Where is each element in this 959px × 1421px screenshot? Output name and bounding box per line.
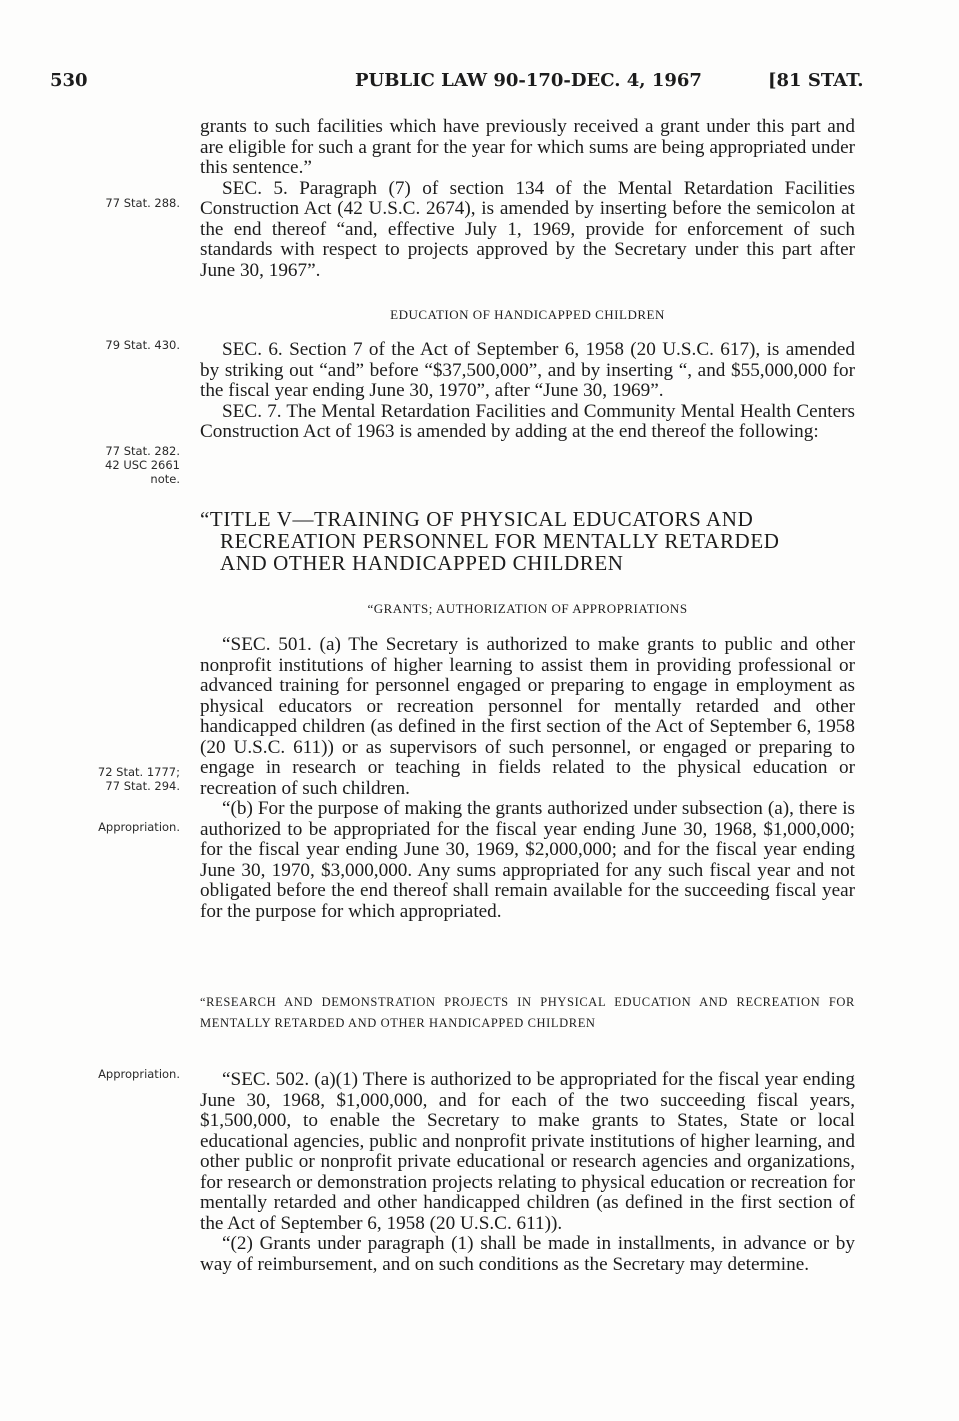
margin-note-block (40, 765, 180, 793)
statute-reference: [81 STAT. (768, 70, 864, 91)
margin-note-line: 72 Stat. 1777; (97, 765, 180, 779)
title-v-line: AND OTHER HANDICAPPED CHILDREN (220, 551, 624, 575)
heading-research: “RESEARCH AND DEMONSTRATION PROJECTS IN PHYSICAL EDUCATION AND RECREATION FOR MENTALLY RETARDED AND OTHER HANDICAPPED CHILDREN (200, 995, 855, 1030)
margin-note: 77 Stat. 288. (105, 196, 180, 210)
section-501-a: “SEC. 501. (a) The Secretary is authorized to make grants to public and other nonprofit institutions of higher learning to assist them in providing professional or advanced training for personnel engaged or preparing to engage in employment as physical educators or recreation personnel for mentally retarded and other handicapped children (as defined in the first section of the Act of September 6, 1958 (20 U.S.C. 611)) or as supervisors of such personnel, or engaged or preparing to engage in research or teaching in fields related to the physical education or recreation of such children. (200, 634, 855, 799)
heading-education: EDUCATION OF HANDICAPPED CHILDREN (390, 307, 665, 322)
margin-note-block (40, 444, 180, 486)
margin-note-line: 42 USC 2661 (105, 458, 180, 472)
title-v-line: “TITLE V—TRAINING OF PHYSICAL EDUCATORS AND (200, 507, 754, 531)
running-title: PUBLIC LAW 90-170-DEC. 4, 1967 (355, 70, 702, 91)
section-502-a1: “SEC. 502. (a)(1) There is authorized to be appropriated for the fiscal year ending June 30, 1968, $1,000,000, and for each of the two succeeding fiscal years, $1,500,000, to enable the Secretary to make grants to States, State or local educational agencies, public and nonprofit private institutions of higher learning, and other public or nonprofit private educational or research agencies and organizations, for research or demonstration projects relating to physical education or recreation for mentally retarded and other handicapped children (as defined in the first section of the Act of September 6, 1958 (20 U.S.C. 611)). (200, 1069, 855, 1234)
paragraph-continued: grants to such facilities which have previously received a grant under this part and are eligible for such a grant for the year for which sums are being appropriated under this sentence.” (200, 116, 855, 178)
text-block-top (200, 117, 855, 281)
section-7: SEC. 7. The Mental Retardation Facilities and Community Mental Health Centers Construction Act of 1963 is amended by adding at the end thereof the following: (200, 400, 855, 442)
title-v-line: RECREATION PERSONNEL FOR MENTALLY RETARDED (220, 529, 780, 553)
margin-note-line: note. (150, 472, 180, 486)
section-502-a2: “(2) Grants under paragraph (1) shall be made in installments, in advance or by way of reimbursement, and on such conditions as the Secretary may determine. (200, 1233, 855, 1275)
section-501-b: “(b) For the purpose of making the grants authorized under subsection (a), there is authorized to be appropriated for the fiscal year ending June 30, 1968, $1,000,000; for the fiscal year ending June 30, 1969, $2,000,000; and for the fiscal year ending June 30, 1970, $3,000,000. Any sums appropriated for any such fiscal year and not obligated before the end thereof shall remain available for the succeeding fiscal year for the purpose for which appropriated. (200, 798, 855, 922)
section-5: SEC. 5. Paragraph (7) of section 134 of the Mental Retardation Facilities Construction Act (42 U.S.C. 2674), is amended by inserting before the semicolon at the end thereof “and, effective July 1, 1969, provide for enforcement of such standards with respect to projects approved by the Secretary under this part after June 30, 1967”. (200, 177, 855, 281)
margin-note-line: 77 Stat. 294. (105, 779, 180, 793)
title-v-heading (200, 508, 860, 574)
text-block-sec502 (200, 1070, 855, 1275)
heading-grants: “GRANTS; AUTHORIZATION OF APPROPRIATIONS (367, 601, 688, 616)
page-number: 530 (50, 70, 88, 91)
margin-note-line: 77 Stat. 282. (105, 444, 180, 458)
text-block-sec6-7 (200, 340, 855, 443)
section-6: SEC. 6. Section 7 of the Act of September 6, 1958 (20 U.S.C. 617), is amended by striking out “and” before “$37,500,000”, and by inserting “, and $55,000,000 for the fiscal year ending June 30, 1970”, after “June 30, 1969”. (200, 339, 855, 401)
text-block-sec501 (200, 635, 855, 922)
margin-note: Appropriation. (98, 1067, 180, 1081)
margin-note: Appropriation. (98, 820, 180, 834)
margin-note: 79 Stat. 430. (105, 338, 180, 352)
